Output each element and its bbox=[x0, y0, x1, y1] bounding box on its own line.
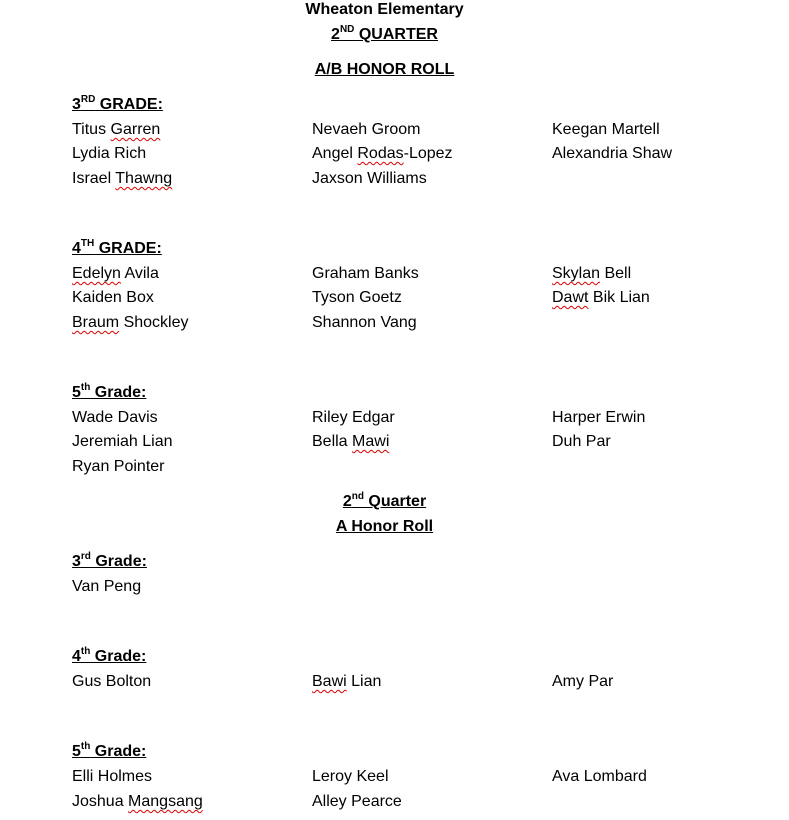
student-name: Amy Par bbox=[552, 673, 614, 690]
a-grade4-heading: 4th Grade: bbox=[72, 645, 147, 665]
student-name: Dawt Bik Lian bbox=[552, 289, 650, 306]
ab-grade3-heading: 3RD GRADE: bbox=[72, 93, 163, 113]
ab-grade4-heading: 4TH GRADE: bbox=[72, 237, 162, 257]
ab-honor-roll-title: A/B HONOR ROLL bbox=[314, 61, 455, 78]
student-name: Riley Edgar bbox=[312, 409, 395, 426]
student-name: Alexandria Shaw bbox=[552, 145, 673, 162]
student-name: Skylan Bell bbox=[552, 265, 632, 282]
student-name: Edelyn Avila bbox=[72, 265, 159, 282]
quarter-heading: 2ND QUARTER bbox=[331, 23, 438, 43]
student-name: Kaiden Box bbox=[72, 289, 154, 306]
student-name: Nevaeh Groom bbox=[312, 121, 421, 138]
student-name: Wade Davis bbox=[72, 409, 158, 426]
student-name: Tyson Goetz bbox=[312, 289, 402, 306]
a-grade5-heading: 5th Grade: bbox=[72, 740, 147, 760]
student-name: Keegan Martell bbox=[552, 121, 660, 138]
student-name: Israel Thawng bbox=[72, 170, 173, 187]
student-name: Joshua Mangsang bbox=[72, 793, 203, 810]
a-grade3-heading: 3rd Grade: bbox=[72, 550, 147, 570]
student-name: Titus Garren bbox=[72, 121, 161, 138]
student-name: Ava Lombard bbox=[552, 768, 647, 785]
student-name: Angel Rodas-Lopez bbox=[312, 145, 453, 162]
student-name: Van Peng bbox=[72, 578, 142, 595]
student-name: Shannon Vang bbox=[312, 314, 417, 331]
student-name: Graham Banks bbox=[312, 265, 419, 282]
student-name: Ryan Pointer bbox=[72, 458, 165, 475]
ab-grade5-heading: 5th Grade: bbox=[72, 381, 147, 401]
student-name: Harper Erwin bbox=[552, 409, 646, 426]
a-quarter-heading: 2nd Quarter bbox=[342, 490, 427, 510]
student-name: Alley Pearce bbox=[312, 793, 402, 810]
student-name: Leroy Keel bbox=[312, 768, 389, 785]
school-name: Wheaton Elementary bbox=[305, 1, 464, 18]
student-name: Jaxson Williams bbox=[312, 170, 427, 187]
student-name: Lydia Rich bbox=[72, 145, 147, 162]
student-name: Elli Holmes bbox=[72, 768, 153, 785]
a-honor-roll-title: A Honor Roll bbox=[335, 518, 434, 535]
student-name: Bella Mawi bbox=[312, 433, 390, 450]
student-name: Braum Shockley bbox=[72, 314, 189, 331]
student-name: Gus Bolton bbox=[72, 673, 152, 690]
student-name: Duh Par bbox=[552, 433, 611, 450]
student-name: Bawi Lian bbox=[312, 673, 382, 690]
student-name: Jeremiah Lian bbox=[72, 433, 173, 450]
